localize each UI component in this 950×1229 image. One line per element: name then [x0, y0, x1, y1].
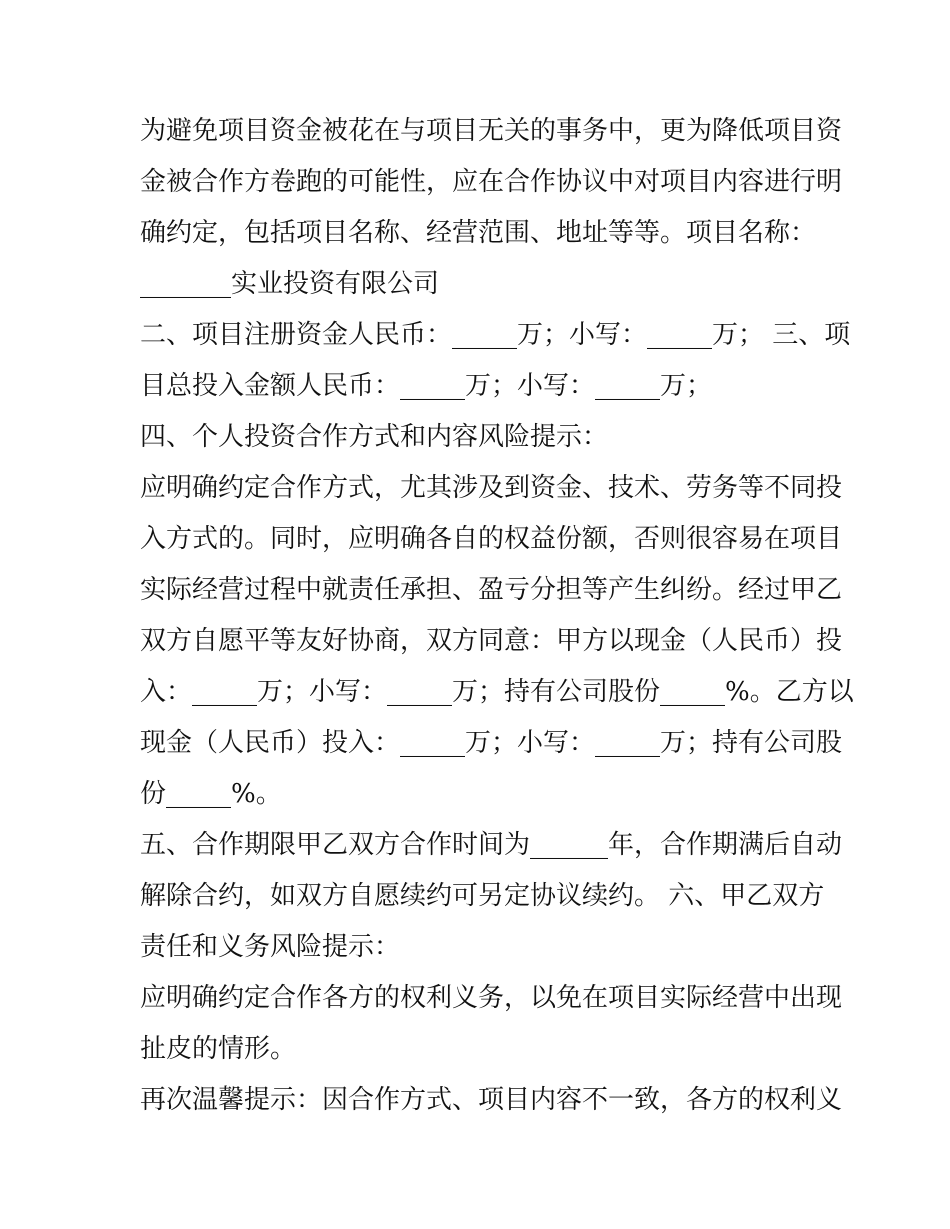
text-line-13: 现金（人民币）投入：_____万；小写：_____万；持有公司股	[140, 728, 843, 758]
text-line-12: 入：_____万；小写：_____万；持有公司股份_____%。乙方以	[140, 677, 854, 707]
text-line-5: 二、项目注册资金人民币：_____万；小写：_____万； 三、项	[140, 320, 851, 350]
text-line-15: 五、合作期限甲乙双方合作时间为______年，合作期满后自动	[140, 830, 843, 860]
text-line-8: 应明确约定合作方式，尤其涉及到资金、技术、劳务等不同投	[140, 473, 843, 503]
text-line-10: 实际经营过程中就责任承担、盈亏分担等产生纠纷。经过甲乙	[140, 575, 843, 605]
text-line-11: 双方自愿平等友好协商，双方同意：甲方以现金（人民币）投	[140, 626, 843, 656]
text-line-20: 再次温馨提示：因合作方式、项目内容不一致，各方的权利义	[140, 1085, 843, 1115]
text-line-17: 责任和义务风险提示：	[140, 932, 401, 962]
text-line-7: 四、个人投资合作方式和内容风险提示：	[140, 422, 609, 452]
text-line-16: 解除合约，如双方自愿续约可另定协议续约。 六、甲乙双方	[140, 881, 825, 911]
text-line-18: 应明确约定合作各方的权利义务，以免在项目实际经营中出现	[140, 983, 843, 1013]
text-line-14: 份_____%。	[140, 779, 282, 809]
text-line-19: 扯皮的情形。	[140, 1034, 297, 1064]
document-body	[140, 106, 854, 1126]
text-line-4: _______实业投资有限公司	[140, 269, 440, 299]
text-line-2: 金被合作方卷跑的可能性，应在合作协议中对项目内容进行明	[140, 167, 843, 197]
text-line-9: 入方式的。同时，应明确各自的权益份额，否则很容易在项目	[140, 524, 843, 554]
text-line-6: 目总投入金额人民币：_____万；小写：_____万；	[140, 371, 713, 401]
text-line-3: 确约定，包括项目名称、经营范围、地址等等。项目名称：	[140, 218, 817, 248]
text-line-1: 为避免项目资金被花在与项目无关的事务中，更为降低项目资	[140, 116, 843, 146]
